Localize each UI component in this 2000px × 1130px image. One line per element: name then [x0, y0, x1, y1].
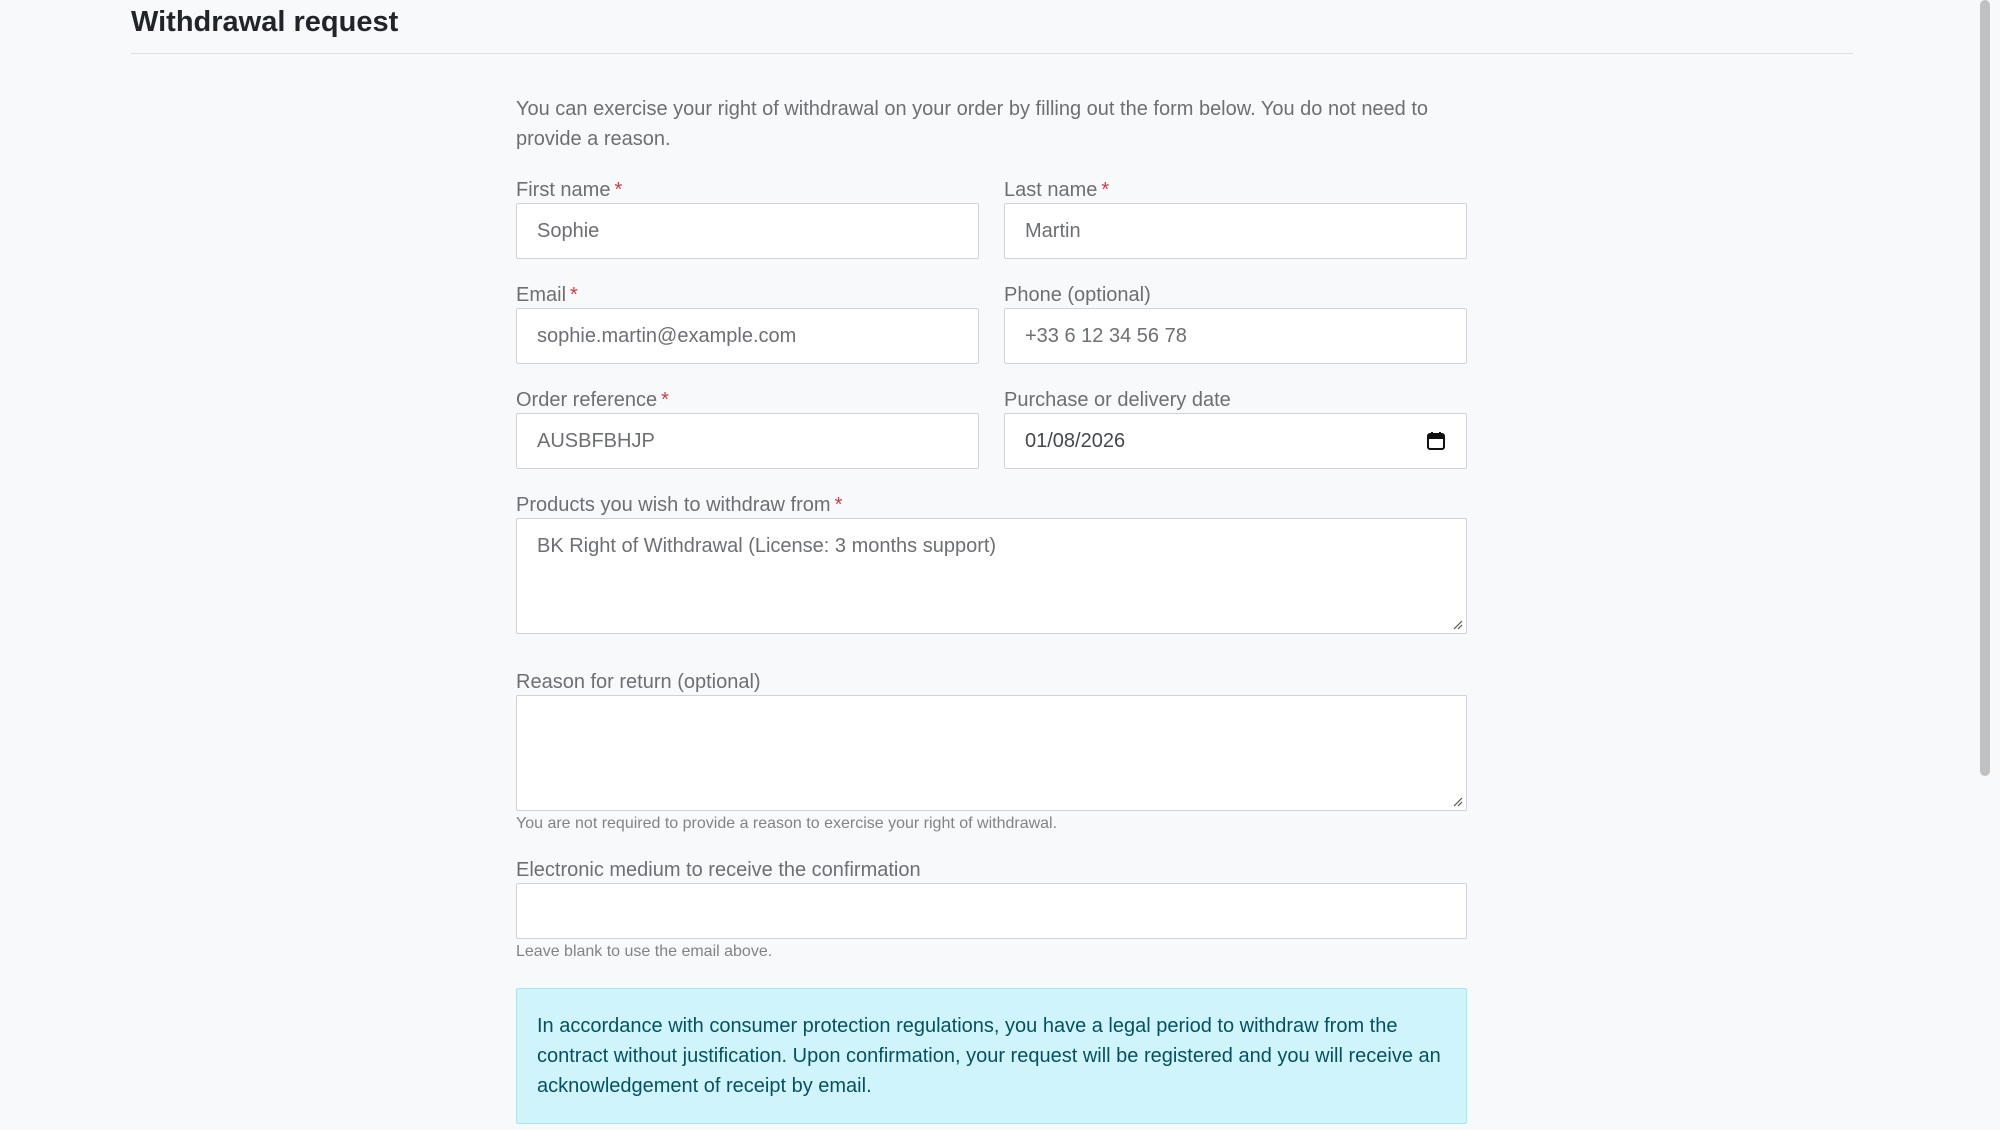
first-name-label-text: First name [516, 179, 611, 201]
electronic-medium-input[interactable] [516, 883, 1467, 939]
last-name-input[interactable]: Martin [1004, 203, 1467, 259]
order-reference-label [516, 388, 979, 412]
email-label [516, 283, 979, 307]
required-mark: * [570, 284, 578, 306]
phone-label: Phone (optional) [1004, 284, 1151, 306]
phone-input[interactable]: +33 6 12 34 56 78 [1004, 308, 1467, 364]
reason-help-text: You are not required to provide a reason to exercise your right of withdrawal. [516, 815, 1058, 832]
form-intro: You can exercise your right of withdrawal on your order by filling out the form below. You do not need to provide a reason. [516, 98, 1429, 150]
purchase-date-group [1004, 388, 1467, 469]
order-reference-group [516, 388, 979, 469]
phone-group [1004, 283, 1467, 364]
required-mark: * [834, 494, 843, 516]
last-name-label [1004, 178, 1467, 202]
first-name-input[interactable]: Sophie [516, 203, 979, 259]
first-name-label [516, 178, 979, 202]
page-title: Withdrawal request [131, 6, 399, 38]
electronic-medium-group [516, 858, 1467, 962]
purchase-date-input[interactable] [1004, 413, 1467, 469]
last-name-group [1004, 178, 1467, 259]
products-textarea[interactable] [516, 518, 1467, 634]
first-name-group [516, 178, 979, 259]
page-scrollbar[interactable] [1978, 0, 1992, 1130]
purchase-date-label: Purchase or delivery date [1004, 389, 1231, 411]
email-group [516, 283, 979, 364]
legal-notice-alert: In accordance with consumer protection regulations, you have a legal period to withdraw from the contract without justification. Upon confirmation, your request will be registered and you will receive an acknowledgement of receipt by email. [516, 988, 1467, 1124]
name-row [516, 178, 1467, 259]
resize-handle-icon[interactable] [1453, 620, 1463, 630]
email-label-text: Email [516, 284, 567, 306]
withdrawal-form [516, 94, 1467, 1124]
scrollbar-thumb[interactable] [1980, 0, 1990, 776]
electronic-medium-help-text: Leave blank to use the email above. [516, 943, 773, 960]
reason-textarea[interactable] [516, 695, 1467, 811]
order-row [516, 388, 1467, 469]
order-reference-input[interactable]: AUSBFBHJP [516, 413, 979, 469]
reason-group [516, 670, 1467, 834]
required-mark: * [661, 389, 669, 411]
resize-handle-icon[interactable] [1453, 797, 1463, 807]
contact-row [516, 283, 1467, 364]
last-name-label-text: Last name [1004, 179, 1098, 201]
products-label [516, 493, 1467, 517]
required-mark: * [1101, 179, 1110, 201]
calendar-icon[interactable] [1426, 431, 1446, 451]
order-reference-label-text: Order reference [516, 389, 658, 411]
purchase-date-value: 01/08/2026 [1025, 429, 1126, 452]
products-group [516, 493, 1467, 634]
products-label-text: Products you wish to withdraw from [516, 494, 831, 516]
required-mark: * [614, 179, 623, 201]
email-input[interactable]: sophie.martin@example.com [516, 308, 979, 364]
electronic-medium-label: Electronic medium to receive the confirmation [516, 859, 921, 881]
products-value: BK Right of Withdrawal (License: 3 months support) [537, 535, 997, 557]
reason-label: Reason for return (optional) [516, 671, 761, 693]
page-header [131, 0, 1853, 54]
